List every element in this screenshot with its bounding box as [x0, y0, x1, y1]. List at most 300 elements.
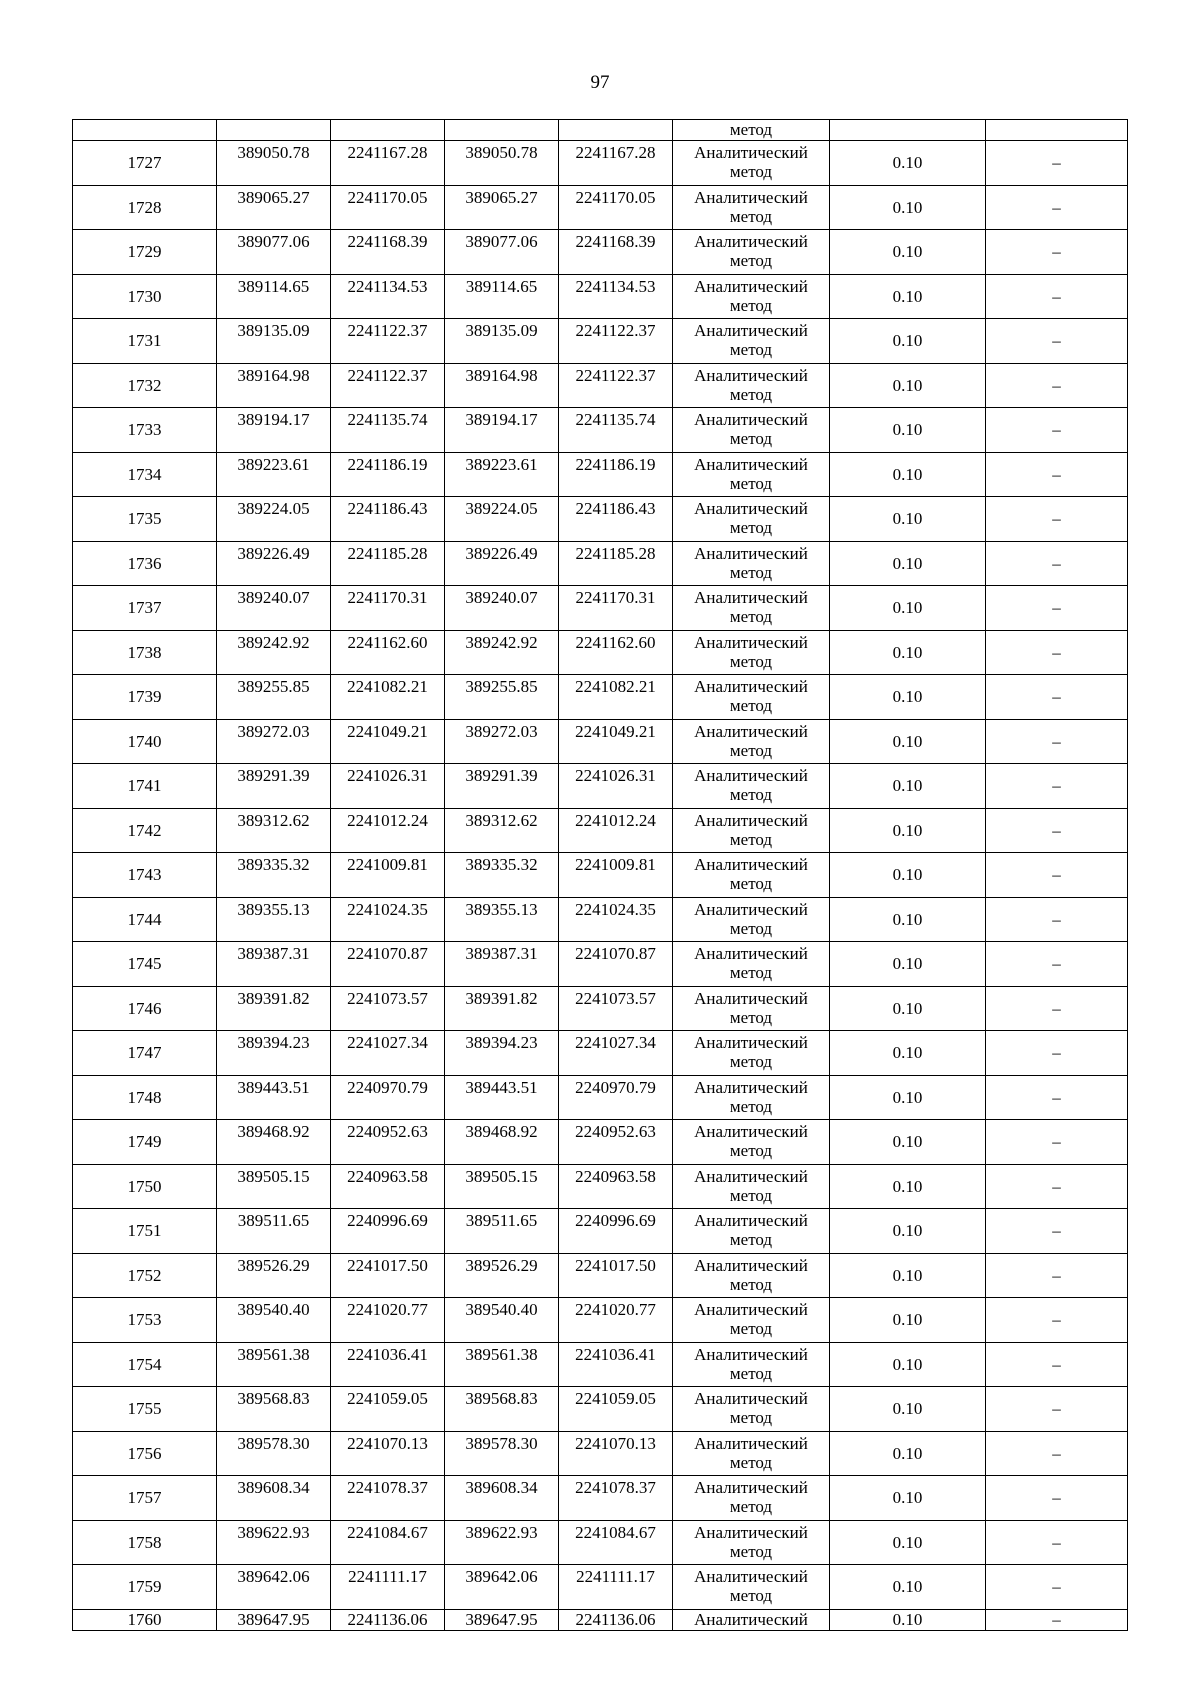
- x-coordinate-cell: 389647.95: [217, 1609, 331, 1630]
- y-coordinate-cell: 2241136.06: [559, 1609, 673, 1630]
- note-cell: –: [986, 853, 1128, 898]
- method-cell: Аналитический метод: [673, 897, 830, 942]
- table-row: [73, 1520, 1128, 1565]
- method-cell: Аналитический метод: [673, 319, 830, 364]
- y-coordinate-cell: 2241167.28: [559, 141, 673, 186]
- table-cell: [830, 120, 986, 141]
- accuracy-cell: 0.10: [830, 719, 986, 764]
- point-number-cell: 1730: [73, 274, 217, 319]
- y-coordinate-cell: 2241186.19: [331, 452, 445, 497]
- point-number-cell: 1742: [73, 808, 217, 853]
- y-coordinate-cell: 2241084.67: [559, 1520, 673, 1565]
- accuracy-cell: 0.10: [830, 141, 986, 186]
- page-number: 97: [590, 72, 610, 93]
- table-row: [73, 408, 1128, 453]
- x-coordinate-cell: 389505.15: [445, 1164, 559, 1209]
- x-coordinate-cell: 389622.93: [217, 1520, 331, 1565]
- point-number-cell: 1735: [73, 497, 217, 542]
- x-coordinate-cell: 389114.65: [445, 274, 559, 319]
- y-coordinate-cell: 2241070.87: [331, 942, 445, 987]
- table-cell: [217, 120, 331, 141]
- accuracy-cell: 0.10: [830, 497, 986, 542]
- y-coordinate-cell: 2241185.28: [331, 541, 445, 586]
- x-coordinate-cell: 389135.09: [445, 319, 559, 364]
- x-coordinate-cell: 389312.62: [445, 808, 559, 853]
- x-coordinate-cell: 389194.17: [217, 408, 331, 453]
- note-cell: –: [986, 363, 1128, 408]
- x-coordinate-cell: 389578.30: [217, 1431, 331, 1476]
- x-coordinate-cell: 389242.92: [445, 630, 559, 675]
- y-coordinate-cell: 2240996.69: [559, 1209, 673, 1254]
- accuracy-cell: 0.10: [830, 986, 986, 1031]
- method-cell: Аналитический метод: [673, 452, 830, 497]
- y-coordinate-cell: 2241026.31: [331, 764, 445, 809]
- y-coordinate-cell: 2241059.05: [559, 1387, 673, 1432]
- x-coordinate-cell: 389242.92: [217, 630, 331, 675]
- note-cell: –: [986, 986, 1128, 1031]
- x-coordinate-cell: 389394.23: [445, 1031, 559, 1076]
- x-coordinate-cell: 389355.13: [445, 897, 559, 942]
- y-coordinate-cell: 2241135.74: [331, 408, 445, 453]
- x-coordinate-cell: 389468.92: [445, 1120, 559, 1165]
- note-cell: –: [986, 230, 1128, 275]
- y-coordinate-cell: 2241135.74: [559, 408, 673, 453]
- table-row: [73, 1565, 1128, 1610]
- note-cell: –: [986, 1565, 1128, 1610]
- y-coordinate-cell: 2241024.35: [331, 897, 445, 942]
- y-coordinate-cell: 2241017.50: [559, 1253, 673, 1298]
- method-cell: Аналитический метод: [673, 1120, 830, 1165]
- x-coordinate-cell: 389291.39: [445, 764, 559, 809]
- point-number-cell: 1744: [73, 897, 217, 942]
- point-number-cell: 1749: [73, 1120, 217, 1165]
- note-cell: –: [986, 675, 1128, 720]
- y-coordinate-cell: 2240963.58: [559, 1164, 673, 1209]
- x-coordinate-cell: 389622.93: [445, 1520, 559, 1565]
- method-cell: Аналитический метод: [673, 408, 830, 453]
- accuracy-cell: 0.10: [830, 1075, 986, 1120]
- point-number-cell: 1738: [73, 630, 217, 675]
- table-row: [73, 185, 1128, 230]
- accuracy-cell: 0.10: [830, 853, 986, 898]
- x-coordinate-cell: 389065.27: [217, 185, 331, 230]
- accuracy-cell: 0.10: [830, 1565, 986, 1610]
- method-cell: Аналитический метод: [673, 497, 830, 542]
- point-number-cell: 1750: [73, 1164, 217, 1209]
- y-coordinate-cell: 2240952.63: [559, 1120, 673, 1165]
- method-cell: Аналитический метод: [673, 1075, 830, 1120]
- note-cell: –: [986, 1609, 1128, 1630]
- y-coordinate-cell: 2241170.31: [331, 586, 445, 631]
- method-cell: Аналитический метод: [673, 1253, 830, 1298]
- note-cell: –: [986, 808, 1128, 853]
- x-coordinate-cell: 389387.31: [217, 942, 331, 987]
- method-cell: Аналитический метод: [673, 675, 830, 720]
- note-cell: –: [986, 141, 1128, 186]
- x-coordinate-cell: 389224.05: [445, 497, 559, 542]
- point-number-cell: 1729: [73, 230, 217, 275]
- x-coordinate-cell: 389387.31: [445, 942, 559, 987]
- method-cell: Аналитический метод: [673, 1387, 830, 1432]
- x-coordinate-cell: 389526.29: [217, 1253, 331, 1298]
- x-coordinate-cell: 389335.32: [445, 853, 559, 898]
- y-coordinate-cell: 2241170.05: [559, 185, 673, 230]
- table-cell: [445, 120, 559, 141]
- x-coordinate-cell: 389223.61: [217, 452, 331, 497]
- note-cell: –: [986, 185, 1128, 230]
- table-cell: [331, 120, 445, 141]
- y-coordinate-cell: 2241009.81: [331, 853, 445, 898]
- point-number-cell: 1740: [73, 719, 217, 764]
- x-coordinate-cell: 389226.49: [445, 541, 559, 586]
- y-coordinate-cell: 2241027.34: [331, 1031, 445, 1076]
- y-coordinate-cell: 2241122.37: [559, 319, 673, 364]
- table-row: [73, 319, 1128, 364]
- table-row: [73, 675, 1128, 720]
- note-cell: –: [986, 1164, 1128, 1209]
- accuracy-cell: 0.10: [830, 1520, 986, 1565]
- method-cell: Аналитический метод: [673, 853, 830, 898]
- accuracy-cell: 0.10: [830, 1298, 986, 1343]
- table-row: [73, 1431, 1128, 1476]
- method-cell: Аналитический метод: [673, 141, 830, 186]
- note-cell: –: [986, 1476, 1128, 1521]
- point-number-cell: 1751: [73, 1209, 217, 1254]
- table-row: [73, 986, 1128, 1031]
- y-coordinate-cell: 2241017.50: [331, 1253, 445, 1298]
- x-coordinate-cell: 389077.06: [445, 230, 559, 275]
- accuracy-cell: 0.10: [830, 586, 986, 631]
- note-cell: –: [986, 1253, 1128, 1298]
- y-coordinate-cell: 2241082.21: [559, 675, 673, 720]
- y-coordinate-cell: 2241020.77: [331, 1298, 445, 1343]
- x-coordinate-cell: 389468.92: [217, 1120, 331, 1165]
- x-coordinate-cell: 389608.34: [217, 1476, 331, 1521]
- x-coordinate-cell: 389511.65: [445, 1209, 559, 1254]
- note-cell: –: [986, 942, 1128, 987]
- accuracy-cell: 0.10: [830, 1031, 986, 1076]
- y-coordinate-cell: 2240996.69: [331, 1209, 445, 1254]
- point-number-cell: 1757: [73, 1476, 217, 1521]
- y-coordinate-cell: 2241036.41: [331, 1342, 445, 1387]
- point-number-cell: 1731: [73, 319, 217, 364]
- point-number-cell: 1741: [73, 764, 217, 809]
- method-cell: Аналитический метод: [673, 1476, 830, 1521]
- y-coordinate-cell: 2241070.13: [559, 1431, 673, 1476]
- method-cell: Аналитический метод: [673, 586, 830, 631]
- method-cell: Аналитический метод: [673, 942, 830, 987]
- x-coordinate-cell: 389291.39: [217, 764, 331, 809]
- y-coordinate-cell: 2240963.58: [331, 1164, 445, 1209]
- table-row: [73, 1342, 1128, 1387]
- accuracy-cell: 0.10: [830, 1253, 986, 1298]
- y-coordinate-cell: 2241111.17: [331, 1565, 445, 1610]
- note-cell: –: [986, 1120, 1128, 1165]
- y-coordinate-cell: 2241009.81: [559, 853, 673, 898]
- note-cell: –: [986, 764, 1128, 809]
- y-coordinate-cell: 2241049.21: [331, 719, 445, 764]
- table-row: [73, 586, 1128, 631]
- point-number-cell: 1754: [73, 1342, 217, 1387]
- note-cell: –: [986, 452, 1128, 497]
- y-coordinate-cell: 2241073.57: [331, 986, 445, 1031]
- table-row: [73, 764, 1128, 809]
- y-coordinate-cell: 2241162.60: [559, 630, 673, 675]
- method-cell: метод: [673, 120, 830, 141]
- x-coordinate-cell: 389312.62: [217, 808, 331, 853]
- y-coordinate-cell: 2240970.79: [559, 1075, 673, 1120]
- point-number-cell: 1759: [73, 1565, 217, 1610]
- method-cell: Аналитический: [673, 1609, 830, 1630]
- accuracy-cell: 0.10: [830, 1476, 986, 1521]
- method-cell: Аналитический метод: [673, 185, 830, 230]
- x-coordinate-cell: 389272.03: [217, 719, 331, 764]
- table-cell: [559, 120, 673, 141]
- y-coordinate-cell: 2241049.21: [559, 719, 673, 764]
- x-coordinate-cell: 389526.29: [445, 1253, 559, 1298]
- accuracy-cell: 0.10: [830, 1209, 986, 1254]
- point-number-cell: 1747: [73, 1031, 217, 1076]
- x-coordinate-cell: 389578.30: [445, 1431, 559, 1476]
- point-number-cell: 1732: [73, 363, 217, 408]
- point-number-cell: 1734: [73, 452, 217, 497]
- x-coordinate-cell: 389642.06: [217, 1565, 331, 1610]
- accuracy-cell: 0.10: [830, 230, 986, 275]
- y-coordinate-cell: 2241027.34: [559, 1031, 673, 1076]
- x-coordinate-cell: 389540.40: [445, 1298, 559, 1343]
- y-coordinate-cell: 2241162.60: [331, 630, 445, 675]
- note-cell: –: [986, 630, 1128, 675]
- note-cell: –: [986, 1342, 1128, 1387]
- x-coordinate-cell: 389355.13: [217, 897, 331, 942]
- y-coordinate-cell: 2241168.39: [559, 230, 673, 275]
- accuracy-cell: 0.10: [830, 319, 986, 364]
- accuracy-cell: 0.10: [830, 808, 986, 853]
- method-cell: Аналитический метод: [673, 363, 830, 408]
- y-coordinate-cell: 2241026.31: [559, 764, 673, 809]
- point-number-cell: 1745: [73, 942, 217, 987]
- y-coordinate-cell: 2241111.17: [559, 1565, 673, 1610]
- accuracy-cell: 0.10: [830, 541, 986, 586]
- table-row: [73, 630, 1128, 675]
- point-number-cell: 1739: [73, 675, 217, 720]
- table-row: [73, 1209, 1128, 1254]
- table-row: [73, 1253, 1128, 1298]
- note-cell: –: [986, 274, 1128, 319]
- note-cell: –: [986, 719, 1128, 764]
- method-cell: Аналитический метод: [673, 541, 830, 586]
- x-coordinate-cell: 389135.09: [217, 319, 331, 364]
- point-number-cell: 1756: [73, 1431, 217, 1476]
- x-coordinate-cell: 389443.51: [217, 1075, 331, 1120]
- point-number-cell: 1727: [73, 141, 217, 186]
- table-row: [73, 808, 1128, 853]
- x-coordinate-cell: 389240.07: [445, 586, 559, 631]
- point-number-cell: 1760: [73, 1609, 217, 1630]
- table-row: [73, 853, 1128, 898]
- table-row: [73, 497, 1128, 542]
- accuracy-cell: 0.10: [830, 897, 986, 942]
- accuracy-cell: 0.10: [830, 185, 986, 230]
- y-coordinate-cell: 2241167.28: [331, 141, 445, 186]
- note-cell: –: [986, 497, 1128, 542]
- table-row: [73, 541, 1128, 586]
- method-cell: Аналитический метод: [673, 1565, 830, 1610]
- y-coordinate-cell: 2241186.43: [331, 497, 445, 542]
- x-coordinate-cell: 389335.32: [217, 853, 331, 898]
- x-coordinate-cell: 389443.51: [445, 1075, 559, 1120]
- x-coordinate-cell: 389561.38: [217, 1342, 331, 1387]
- point-number-cell: 1746: [73, 986, 217, 1031]
- y-coordinate-cell: 2241168.39: [331, 230, 445, 275]
- y-coordinate-cell: 2241070.87: [559, 942, 673, 987]
- table-row: [73, 141, 1128, 186]
- coordinates-table: [72, 119, 1128, 1631]
- x-coordinate-cell: 389077.06: [217, 230, 331, 275]
- x-coordinate-cell: 389050.78: [445, 141, 559, 186]
- accuracy-cell: 0.10: [830, 363, 986, 408]
- table-row: [73, 452, 1128, 497]
- x-coordinate-cell: 389568.83: [445, 1387, 559, 1432]
- point-number-cell: 1736: [73, 541, 217, 586]
- y-coordinate-cell: 2241012.24: [559, 808, 673, 853]
- accuracy-cell: 0.10: [830, 630, 986, 675]
- y-coordinate-cell: 2241078.37: [331, 1476, 445, 1521]
- table-row: [73, 1120, 1128, 1165]
- x-coordinate-cell: 389608.34: [445, 1476, 559, 1521]
- y-coordinate-cell: 2240952.63: [331, 1120, 445, 1165]
- x-coordinate-cell: 389194.17: [445, 408, 559, 453]
- point-number-cell: 1748: [73, 1075, 217, 1120]
- x-coordinate-cell: 389050.78: [217, 141, 331, 186]
- x-coordinate-cell: 389391.82: [217, 986, 331, 1031]
- table-cell: [73, 120, 217, 141]
- note-cell: –: [986, 319, 1128, 364]
- method-cell: Аналитический метод: [673, 230, 830, 275]
- point-number-cell: 1733: [73, 408, 217, 453]
- point-number-cell: 1737: [73, 586, 217, 631]
- x-coordinate-cell: 389642.06: [445, 1565, 559, 1610]
- accuracy-cell: 0.10: [830, 1164, 986, 1209]
- x-coordinate-cell: 389561.38: [445, 1342, 559, 1387]
- y-coordinate-cell: 2241024.35: [559, 897, 673, 942]
- method-cell: Аналитический метод: [673, 719, 830, 764]
- x-coordinate-cell: 389505.15: [217, 1164, 331, 1209]
- table-row: [73, 363, 1128, 408]
- method-cell: Аналитический метод: [673, 630, 830, 675]
- y-coordinate-cell: 2241122.37: [331, 363, 445, 408]
- method-cell: Аналитический метод: [673, 1342, 830, 1387]
- x-coordinate-cell: 389540.40: [217, 1298, 331, 1343]
- table-row: [73, 1476, 1128, 1521]
- y-coordinate-cell: 2241073.57: [559, 986, 673, 1031]
- note-cell: –: [986, 1298, 1128, 1343]
- accuracy-cell: 0.10: [830, 675, 986, 720]
- point-number-cell: 1753: [73, 1298, 217, 1343]
- note-cell: –: [986, 541, 1128, 586]
- x-coordinate-cell: 389255.85: [445, 675, 559, 720]
- y-coordinate-cell: 2241059.05: [331, 1387, 445, 1432]
- x-coordinate-cell: 389065.27: [445, 185, 559, 230]
- accuracy-cell: 0.10: [830, 452, 986, 497]
- y-coordinate-cell: 2241170.31: [559, 586, 673, 631]
- method-cell: Аналитический метод: [673, 1298, 830, 1343]
- accuracy-cell: 0.10: [830, 1387, 986, 1432]
- method-cell: Аналитический метод: [673, 1209, 830, 1254]
- x-coordinate-cell: 389255.85: [217, 675, 331, 720]
- table-row: [73, 1075, 1128, 1120]
- table-row: [73, 1031, 1128, 1076]
- point-number-cell: 1758: [73, 1520, 217, 1565]
- y-coordinate-cell: 2241122.37: [331, 319, 445, 364]
- note-cell: –: [986, 1520, 1128, 1565]
- x-coordinate-cell: 389394.23: [217, 1031, 331, 1076]
- x-coordinate-cell: 389164.98: [217, 363, 331, 408]
- table-row: [73, 719, 1128, 764]
- accuracy-cell: 0.10: [830, 274, 986, 319]
- x-coordinate-cell: 389391.82: [445, 986, 559, 1031]
- accuracy-cell: 0.10: [830, 1431, 986, 1476]
- method-cell: Аналитический метод: [673, 1031, 830, 1076]
- table-row: [73, 1164, 1128, 1209]
- method-cell: Аналитический метод: [673, 1164, 830, 1209]
- y-coordinate-cell: 2241020.77: [559, 1298, 673, 1343]
- table-row: [73, 1298, 1128, 1343]
- y-coordinate-cell: 2241036.41: [559, 1342, 673, 1387]
- y-coordinate-cell: 2241012.24: [331, 808, 445, 853]
- note-cell: –: [986, 586, 1128, 631]
- note-cell: –: [986, 1031, 1128, 1076]
- note-cell: –: [986, 1075, 1128, 1120]
- y-coordinate-cell: 2241082.21: [331, 675, 445, 720]
- method-cell: Аналитический метод: [673, 986, 830, 1031]
- note-cell: –: [986, 897, 1128, 942]
- x-coordinate-cell: 389114.65: [217, 274, 331, 319]
- y-coordinate-cell: 2241186.19: [559, 452, 673, 497]
- note-cell: –: [986, 1431, 1128, 1476]
- point-number-cell: 1728: [73, 185, 217, 230]
- y-coordinate-cell: 2241186.43: [559, 497, 673, 542]
- point-number-cell: 1752: [73, 1253, 217, 1298]
- method-cell: Аналитический метод: [673, 1520, 830, 1565]
- y-coordinate-cell: 2240970.79: [331, 1075, 445, 1120]
- accuracy-cell: 0.10: [830, 1342, 986, 1387]
- y-coordinate-cell: 2241134.53: [559, 274, 673, 319]
- method-cell: Аналитический метод: [673, 1431, 830, 1476]
- table-row: [73, 942, 1128, 987]
- x-coordinate-cell: 389226.49: [217, 541, 331, 586]
- y-coordinate-cell: 2241134.53: [331, 274, 445, 319]
- point-number-cell: 1755: [73, 1387, 217, 1432]
- note-cell: –: [986, 1387, 1128, 1432]
- point-number-cell: 1743: [73, 853, 217, 898]
- method-cell: Аналитический метод: [673, 808, 830, 853]
- note-cell: –: [986, 1209, 1128, 1254]
- y-coordinate-cell: 2241136.06: [331, 1609, 445, 1630]
- accuracy-cell: 0.10: [830, 1609, 986, 1630]
- y-coordinate-cell: 2241084.67: [331, 1520, 445, 1565]
- method-cell: Аналитический метод: [673, 274, 830, 319]
- y-coordinate-cell: 2241070.13: [331, 1431, 445, 1476]
- table-cell: [986, 120, 1128, 141]
- table-row: [73, 897, 1128, 942]
- continuation-row: [73, 120, 1128, 141]
- x-coordinate-cell: 389511.65: [217, 1209, 331, 1254]
- x-coordinate-cell: 389647.95: [445, 1609, 559, 1630]
- y-coordinate-cell: 2241078.37: [559, 1476, 673, 1521]
- y-coordinate-cell: 2241122.37: [559, 363, 673, 408]
- accuracy-cell: 0.10: [830, 764, 986, 809]
